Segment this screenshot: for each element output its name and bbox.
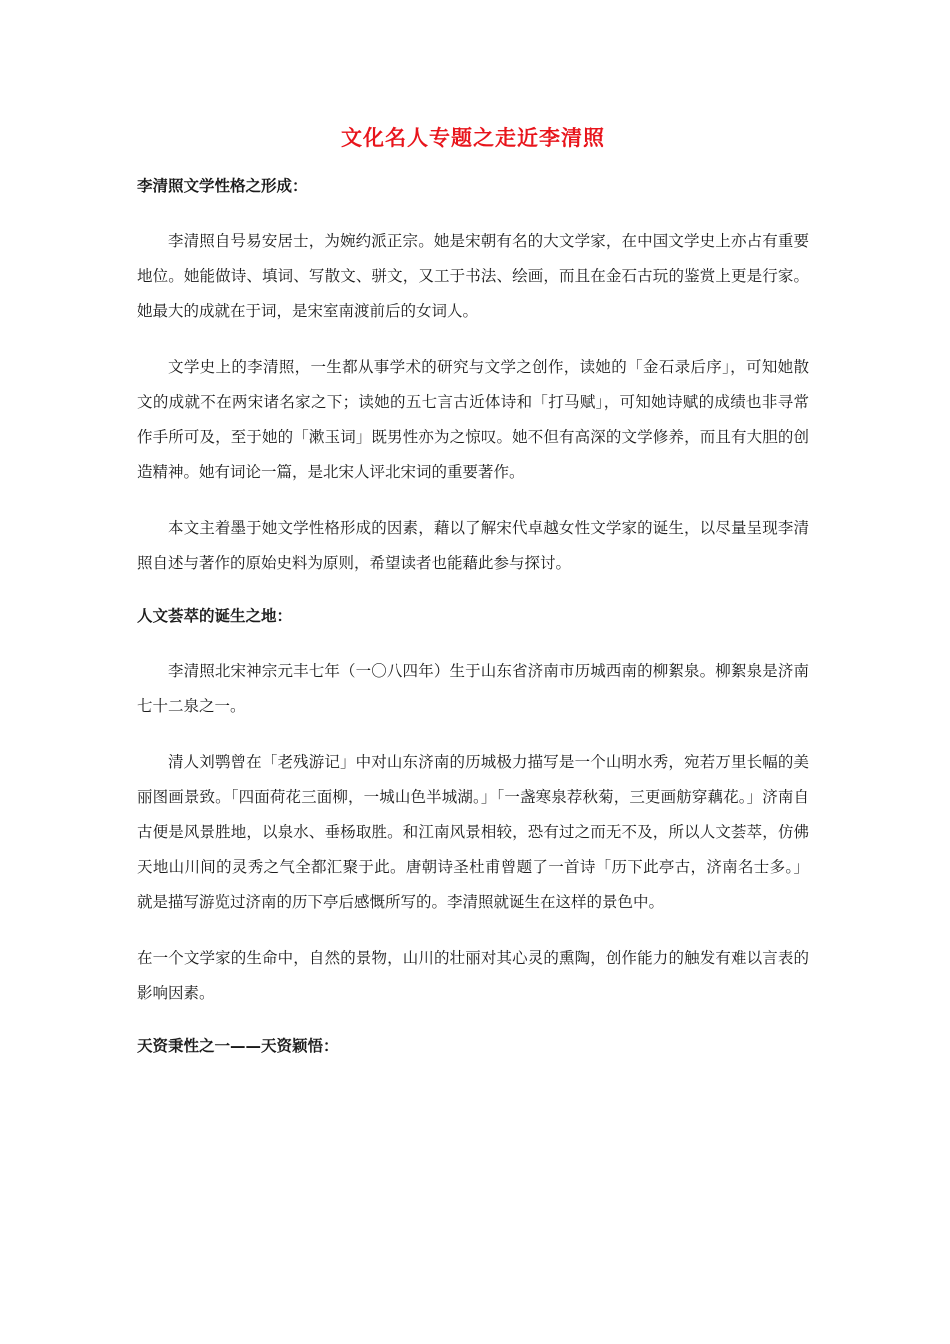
paragraph-literary-history: 文学史上的李清照，一生都从事学术的研究与文学之创作，读她的「金石录后序」，可知她散文的成就不在两宋诸名家之下；读她的五七言古近体诗和「打马赋」，可知她诗赋的成绩也非寻常作手所可及，至于她的「漱玉词」既男性亦为之惊叹。她不但有高深的文学修养，而且有大胆的创造精神。她有词论一篇，是北宋人评北宋词的重要著作。 (137, 358, 809, 481)
section-heading-literary-character: 李清照文学性格之形成： (137, 177, 308, 195)
document-title: 文化名人专题之走近李清照 (341, 126, 605, 150)
document-page (137, 118, 809, 1084)
paragraph-jinan-scenery: 清人刘鹗曾在「老残游记」中对山东济南的历城极力描写是一个山明水秀，宛若万里长幅的美丽图画景致。「四面荷花三面柳，一城山色半城湖。」「一盏寒泉荐秋菊，三更画舫穿藕花。」济南自古便是风景胜地，以泉水、垂杨取胜。和江南风景相较，恐有过之而无不及，所以人文荟萃，仿佛天地山川间的灵秀之气全都汇聚于此。唐朝诗圣杜甫曾题了一首诗「历下此亭古，济南名士多。」就是描写游览过济南的历下亭后感慨所写的。李清照就诞生在这样的景色中。 (137, 753, 809, 911)
section-heading-talent: 天资秉性之一——天资颖悟： (137, 1037, 339, 1055)
paragraph-birth: 李清照北宋神宗元丰七年（一〇八四年）生于山东省济南市历城西南的柳絮泉。柳絮泉是济南七十二泉之一。 (137, 662, 809, 715)
section-heading-birthplace: 人文荟萃的诞生之地： (137, 607, 293, 625)
paragraph-article-focus: 本文主着墨于她文学性格形成的因素，藉以了解宋代卓越女性文学家的诞生，以尽量呈现李清照自述与著作的原始史料为原则，希望读者也能藉此参与探讨。 (137, 519, 809, 572)
paragraph-nature-influence: 在一个文学家的生命中，自然的景物，山川的壮丽对其心灵的熏陶，创作能力的触发有难以言表的影响因素。 (137, 949, 809, 1002)
paragraph-intro: 李清照自号易安居士，为婉约派正宗。她是宋朝有名的大文学家，在中国文学史上亦占有重要地位。她能做诗、填词、写散文、骈文，又工于书法、绘画，而且在金石古玩的鉴赏上更是行家。她最大的成就在于词，是宋室南渡前后的女词人。 (137, 232, 809, 320)
